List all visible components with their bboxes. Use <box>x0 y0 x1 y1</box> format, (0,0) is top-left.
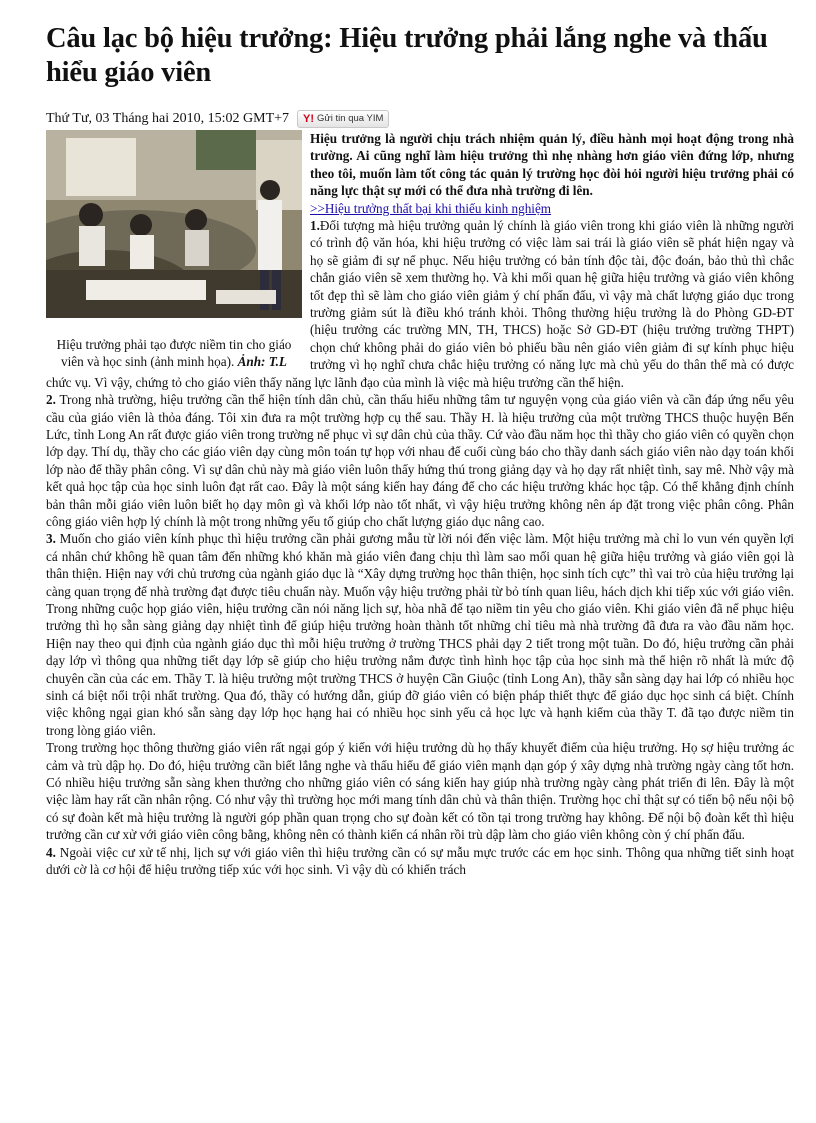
article-body <box>46 130 794 878</box>
paragraph-3-number: 3. <box>46 531 56 547</box>
article <box>46 22 794 878</box>
publish-date: Thứ Tư, 03 Tháng hai 2010, 15:02 GMT+7 <box>46 111 290 126</box>
photo-caption <box>46 336 302 371</box>
paragraph-2 <box>46 391 794 530</box>
related-article-link[interactable]: >>Hiệu trưởng thất bại khi thiếu kinh nghiệm <box>310 200 552 216</box>
share-yim-label: Gửi tin qua YIM <box>317 113 384 124</box>
caption-credit: Ảnh: T.L <box>237 354 287 370</box>
paragraph-3b: Trong trường học thông thường giáo viên rất ngại góp ý kiến với hiệu trưởng dù họ thấy khuyết điểm của hiệu trưởng. Họ sợ hiệu trưởng ác cảm và trù dập họ. Do đó, hiệu trưởng cần biết lắng nghe và thấu hiểu để giáo viên mạnh dạn góp ý xây dựng nhà trường ngày càng tốt hơn. Có nhiều hiệu trưởng sẵn sàng khen thưởng cho những giáo viên có sáng kiến hay giúp nhà trường ngày càng phát triển đi lên. Đây là một việc làm hay rất cần nhân rộng. Có như vậy thì trường học mới mang tính dân chủ và thân thiện. Trường học chỉ thật sự có tiến bộ nếu nội bộ có sự đoàn kết mà hiệu trưởng là người góp phần quan trọng cho sự đoàn kết có tồn tại trong trường hay không. Để nội bộ đoàn kết thì hiệu trưởng cần cư xử với giáo viên công bằng, không nên có thành kiến cá nhân rồi trù dập làm cho giáo viên không còn ý chí phấn đấu. <box>46 740 794 843</box>
paragraph-1-number: 1. <box>310 218 320 234</box>
paragraph-4 <box>46 844 794 879</box>
paragraph-2-text: Trong nhà trường, hiệu trưởng cần thể hiện tính dân chủ, cần thấu hiểu những tâm tư nguyện vọng của giáo viên và cần đáp ứng nếu yêu cầu của giáo viên là thỏa đáng. Tôi xin đưa ra một trường hợp cụ thể sau. Thầy H. là hiệu trưởng của một trường THCS thuộc huyện Bến Lức, tỉnh Long An rất được giáo viên trong trường nể phục vì sự dân chủ của thầy. Cứ vào đầu năm học thì thầy cho giáo viên có quyền chọn lớp dạy. Thí dụ, thầy cho các giáo viên dạy cùng môn toán tự họp với nhau để cuối cùng báo cho thầy danh sách giáo viên nào dạy toán khối lớp nào để thầy phân công. Vì sự dân chủ này mà giáo viên luôn thấy hứng thú trong giảng dạy và họ dạy rất nhiệt tình, say mê. Nhờ vậy mà kết quả học tập của học sinh luôn đạt rất cao. Đây là một sáng kiến hay đáng để cho các hiệu trưởng khác học tập. Có thể khẳng định chính bản thân mỗi giáo viên luôn biết họ dạy môn gì và khối lớp nào tốt nhất, vì vậy hiệu trưởng không nên áp đặt trong việc phân công. Phân công giáo viên hợp lý chính là một trong những yếu tố giúp cho chất lượng giáo dục nâng cao. <box>46 392 794 529</box>
paragraph-3 <box>46 530 794 739</box>
article-title: Câu lạc bộ hiệu trưởng: Hiệu trưởng phải lắng nghe và thấu hiểu giáo viên <box>46 23 768 88</box>
paragraph-1-text: Đối tượng mà hiệu trưởng quản lý chính là giáo viên trong khi giáo viên là những người có trình độ văn hóa, khi hiệu trưởng có việc làm sai trái là giáo viên sẽ phát hiện ngay và họ sẽ giảm đi sự nể phục. Nếu hiệu trưởng có bản tính độc tài, độc đoán, bảo thủ thì chắc chắn giáo viên sẽ xem thường họ. Và khi mối quan hệ giữa hiệu trưởng và giáo viên không tốt đẹp thì sẽ làm cho giáo viên giảm ý chí phấn đấu, vì vậy mà chất lượng giáo dục trong trường giảm sút là điều khó tránh khỏi. Thông thường hiệu trưởng là do Phòng GD-ĐT (hiệu trưởng các trường MN, TH, THCS) hoặc Sở GD-ĐT (hiệu trưởng trường THPT) chọn chứ không phải do giáo viên bỏ phiếu bầu nên giáo viên giảm đi sự kính phục hiệu trưởng vì họ nghĩ chưa chắc hiệu trưởng có năng lực mà chủ yếu do thân thế mà có được chức vụ. Vì vậy, chứng tỏ cho giáo viên thấy năng lực lãnh đạo của mình là việc mà hiệu trưởng cần thể hiện. <box>46 218 794 390</box>
paragraph-2-number: 2. <box>46 392 56 408</box>
paragraph-3-text: Muốn cho giáo viên kính phục thì hiệu trưởng cần phải gương mẫu từ lời nói đến việc làm. Một hiệu trưởng mà chỉ lo vun vén quyền lợi cá nhân chứ không hề quan tâm đến những khó khăn mà giáo viên đang chịu thì làm sao mối quan hệ giữa hiệu trưởng và giáo viên gọi là thân thiện. Hiện nay với chủ trương của ngành giáo dục là “Xây dựng trường học thân thiện, học sinh tích cực” thì vai trò của hiệu trưởng lại càng quan trọng để nhà trường đạt được tiêu chuẩn này. Muốn vậy hiệu trưởng phải từ bỏ tính quan liêu, hách dịch khi tiếp xúc với giáo viên. Trong những cuộc họp giáo viên, hiệu trưởng cần nói năng lịch sự, hòa nhã để tạo niềm tin yêu cho giáo viên. Khi giáo viên đã nể phục hiệu trưởng thì họ sẵn sàng giảng dạy nhiệt tình để giúp hiệu trưởng hoàn thành tốt những chỉ tiêu mà nhà trường đã đưa ra vào đầu năm học. Hiện nay theo qui định của ngành giáo dục thì mỗi hiệu trưởng ở trường THCS phải dạy 2 tiết trong một tuần. Do đó, hiệu trưởng cần phải dạy lớp vì thông qua những tiết dạy lớp sẽ giúp cho hiệu trưởng nắm được tình hình học tập của học sinh mà thể hiện rõ nhất là mức độ chuyên cần của các em. Thầy T. là hiệu trưởng một trường THCS ở huyện Cần Giuộc (tỉnh Long An), thầy sẵn sàng dạy hai lớp có nhiều học sinh cá biệt nổi trội nhất trường. Qua đó, thầy có hướng dẫn, giúp đỡ giáo viên có biện pháp thiết thực để giáo dục học sinh cá biệt. Chính việc không ngại gian khó sẵn sàng dạy lớp học hạng hai có nhiều học sinh yếu cả học lực và hạnh kiểm của thầy T. đã tạo được niềm tin trong lòng giáo viên. <box>46 531 794 738</box>
article-lead: Hiệu trưởng là người chịu trách nhiệm quản lý, điều hành mọi hoạt động trong nhà trường. Ai cũng nghĩ làm hiệu trưởng thì nhẹ nhàng hơn giáo viên đứng lớp, nhưng theo tôi, muốn làm tốt công tác quản lý trường học đòi hỏi người hiệu trưởng phải có năng lực thật sự mới có thể đưa nhà trường đi lên. <box>310 131 794 199</box>
yahoo-y-icon: Y! <box>303 113 315 125</box>
share-yim-button[interactable] <box>297 110 389 128</box>
classroom-photo <box>46 130 302 318</box>
paragraph-4-number: 4. <box>46 844 56 860</box>
article-meta <box>46 108 794 130</box>
article-figure <box>46 130 302 371</box>
caption-text: Hiệu trưởng phải tạo được niềm tin cho giáo viên và học sinh (ảnh minh họa). <box>56 337 292 370</box>
paragraph-4-text: Ngoài việc cư xử tế nhị, lịch sự với giáo viên thì hiệu trưởng cần có sự mẫu mực trước các em học sinh. Thông qua những tiết sinh hoạt dưới cờ là cơ hội để hiệu trưởng tiếp xúc với học sinh. Vì vậy dù có khiển trách <box>46 844 794 878</box>
